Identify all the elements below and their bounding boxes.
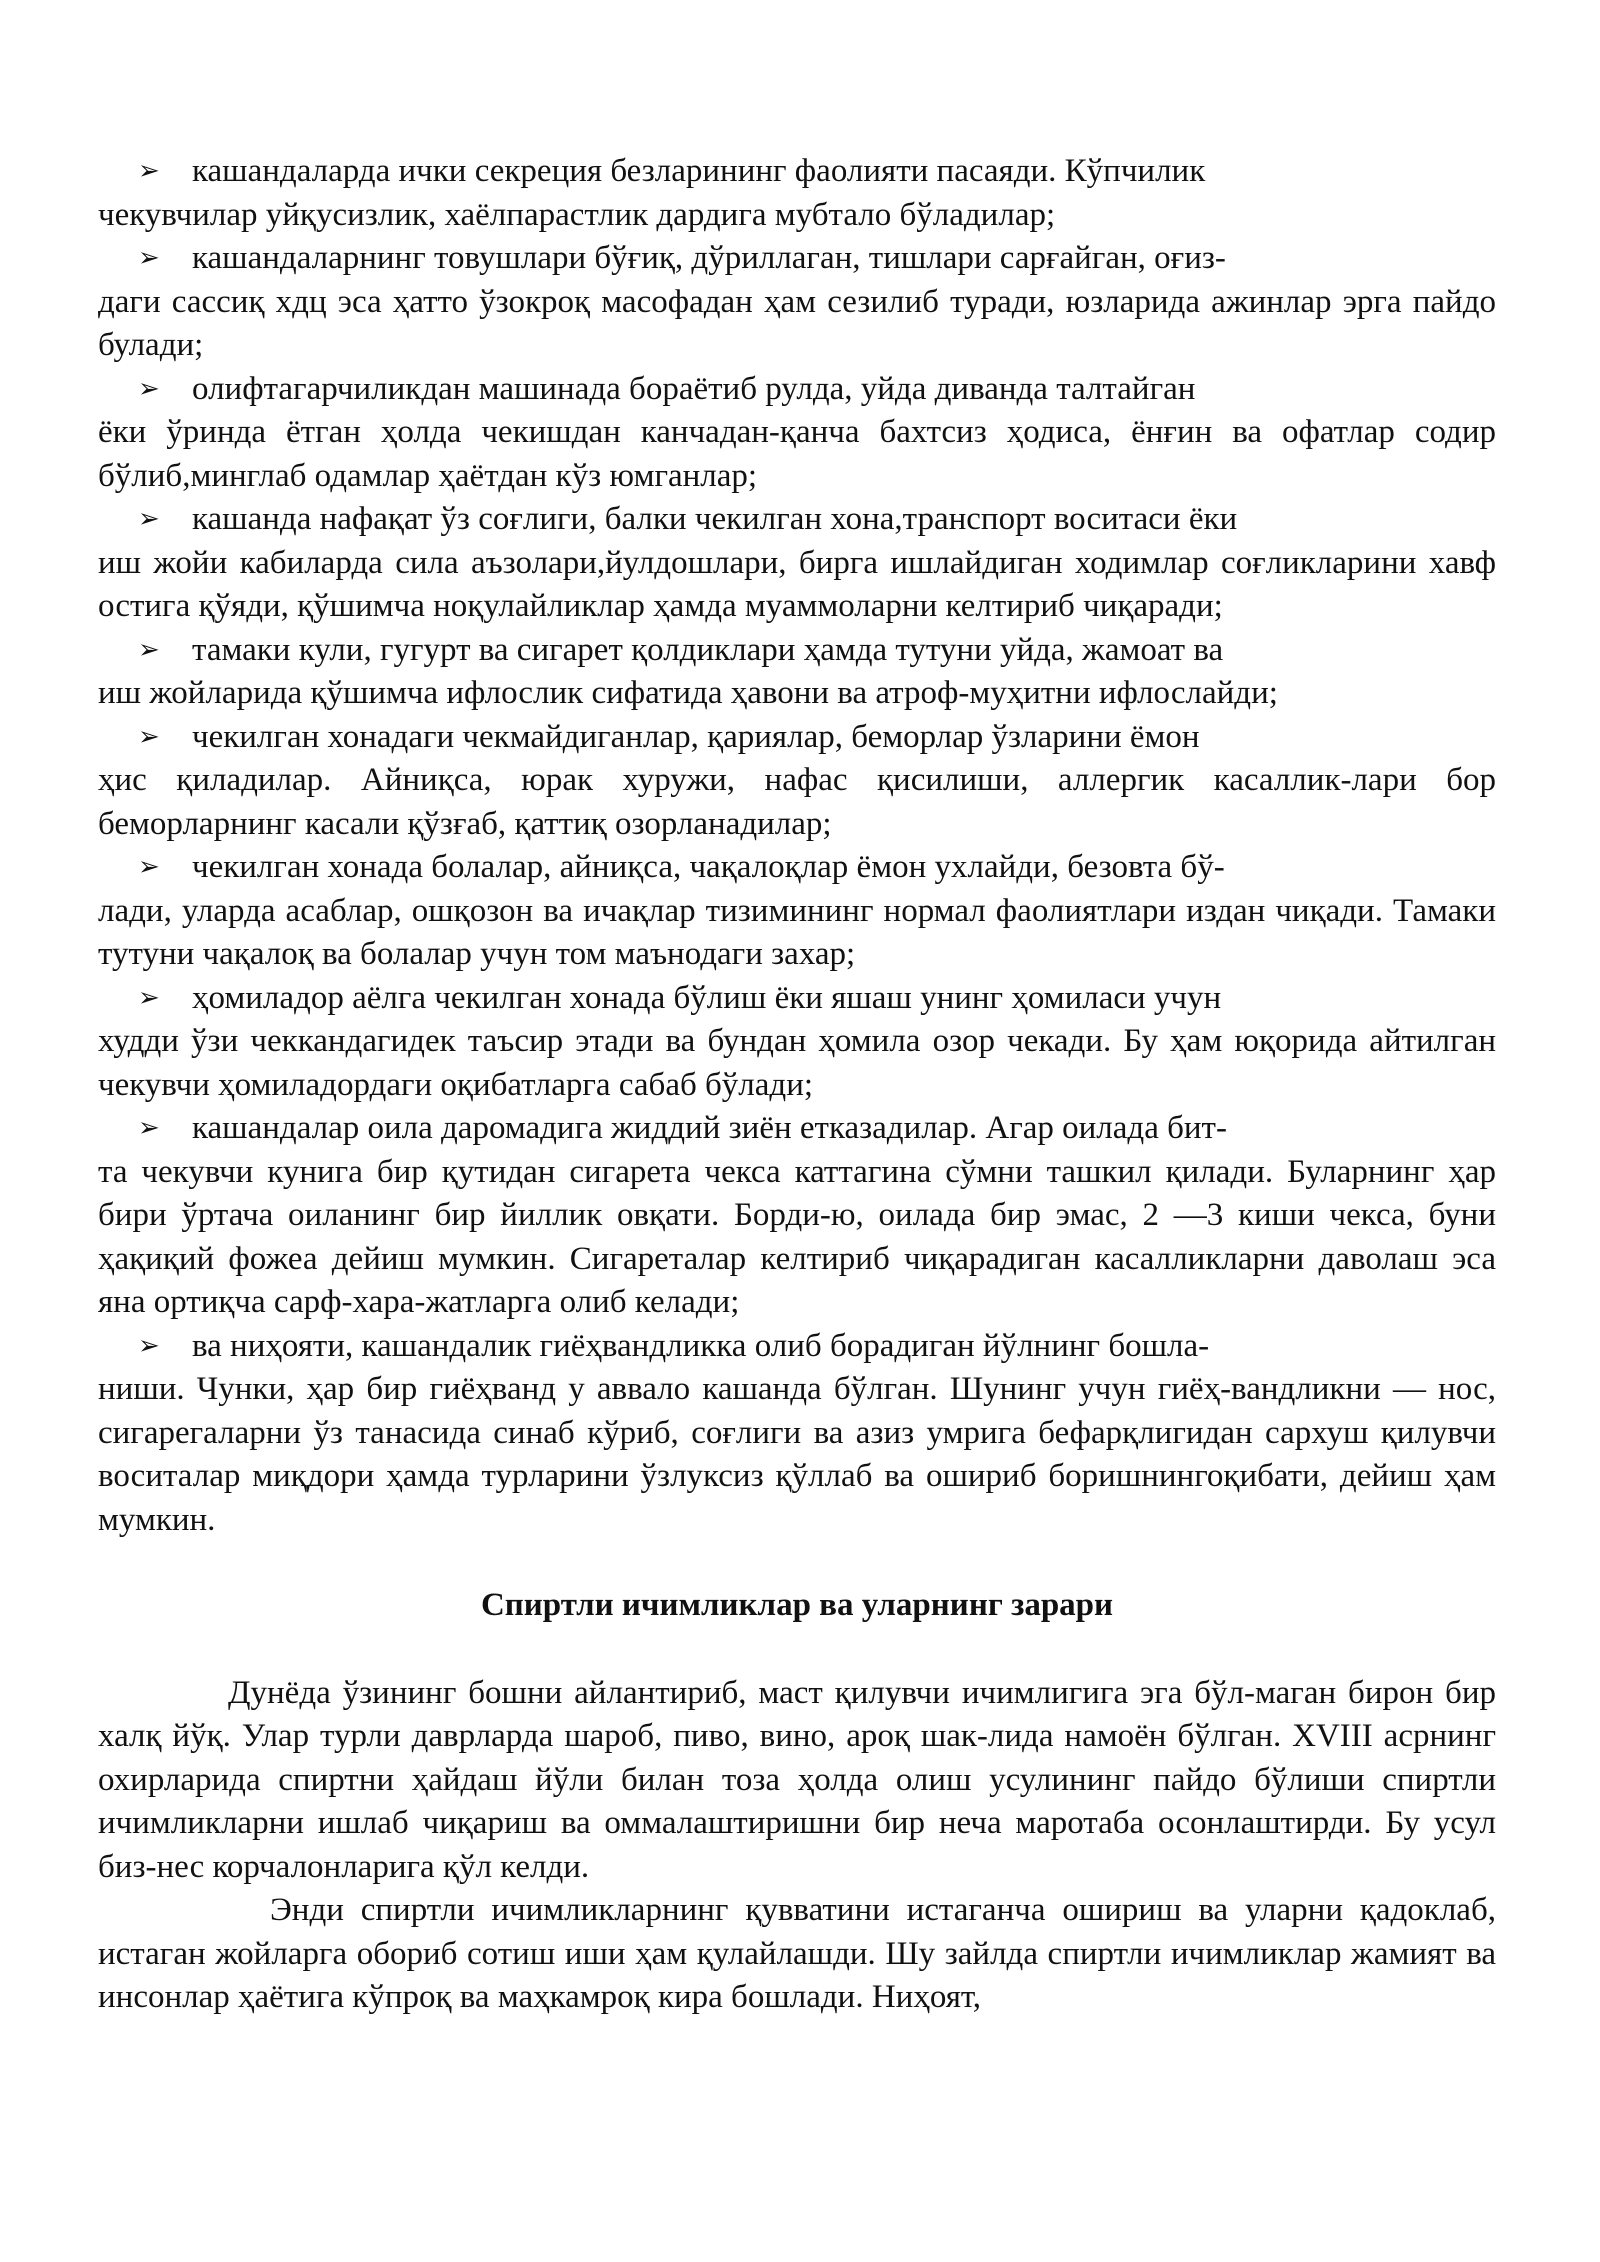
bullet-item	[98, 237, 1496, 368]
bullet-continuation: та чекувчи кунига бир қутидан сигарета чекса каттагина сўмни ташкил қилади. Буларнинг ҳар бири ўртача оиланинг бир йиллик овқати. Борди-ю, оилада бир эмас, 2 —3 киши чекса, буни ҳақиқий фожеа дейиш мумкин. Сигареталар келтириб чиқарадиган касалликларни даволаш эса яна ортиқча сарф-хара-жатларга олиб келади;	[98, 1153, 1496, 1320]
bullet-item	[98, 498, 1496, 629]
arrow-bullet-icon: ➢	[138, 1113, 160, 1143]
arrow-bullet-icon: ➢	[138, 634, 160, 665]
body-paragraph: Энди спиртли ичимликларнинг қувватини истаганча ошириш ва уларни қадоклаб, истаган жойларга обориб сотиш иши ҳам қулайлашди. Шу зайлда спиртли ичимликлар жамият ва инсонлар ҳаётига кўпроқ ва маҳкамроқ кира бошлади. Ниҳоят,	[98, 1892, 1496, 2015]
arrow-bullet-icon: ➢	[138, 373, 160, 404]
bullet-list	[98, 150, 1496, 1542]
bullet-item	[98, 977, 1496, 1108]
bullet-item	[98, 368, 1496, 499]
bullet-first-line: ҳомиладор аёлга чекилган хонада бўлиш ёки яшаш унинг ҳомиласи учун	[192, 979, 1222, 1016]
bullet-item	[98, 716, 1496, 847]
bullet-continuation: ниши. Чунки, ҳар бир гиёҳванд у аввало кашанда бўлган. Шунинг учун гиёҳ-вандликни — нос, сигарегаларни ўз танасида синаб кўриб, соғлиги ва азиз умрига бефарқлигидан сархуш қилувчи воситалар миқдори ҳамда турларини ўзлуксиз қўллаб ва ошириб боришнингоқибати, дейиш ҳам мумкин.	[98, 1371, 1496, 1538]
section-heading: Спиртли ичимликлар ва уларнинг зарари	[480, 1587, 1114, 1623]
bullet-first-line: кашандаларнинг товушлари бўғиқ, дўриллаган, тишлари сарғайган, оғиз-	[192, 240, 1226, 276]
bullet-continuation: худди ўзи чеккандагидек таъсир этади ва бундан ҳомила озор чекади. Бу ҳам юқорида айтилган чекувчи ҳомиладордаги оқибатларга сабаб бўлади;	[98, 1023, 1496, 1103]
body-paragraph: Дунёда ўзининг бошни айлантириб, маст қилувчи ичимлигига эга бўл-маган бирон бир халқ йўқ. Улар турли даврларда шароб, пиво, вино, ароқ шак-лида намоён бўлган. XVIII асрнинг охирларида спиртни ҳайдаш йўли билан тоза ҳолда олиш усулининг пайдо бўлиши спиртли ичимликларни ишлаб чиқариш ва оммалаштиришни бир неча маротаба осонлаштирди. Бу усул биз-нес корчалонларига қўл келди.	[98, 1674, 1496, 1885]
bullet-item	[98, 150, 1496, 237]
bullet-continuation: лади, уларда асаблар, ошқозон ва ичақлар тизимининг нормал фаолиятлари издан чиқади. Тамаки тутуни чақалоқ ва болалар учун том маънодаги захар;	[98, 892, 1496, 972]
bullet-continuation: иш жойи кабиларда сила аъзолари,йулдошлари, бирга ишлайдиган ходимлар соғликларини хавф остига қўяди, қўшимча ноқулайликлар ҳамда муаммоларни келтириб чиқаради;	[98, 544, 1496, 624]
bullet-item	[98, 846, 1496, 977]
bullet-continuation: даги сассиқ хдц эса ҳатто ўзокроқ масофадан ҳам сезилиб туради, юзларида ажинлар эрга пайдо булади;	[98, 283, 1496, 363]
bullet-continuation: иш жойларида қўшимча ифлослик сифатида ҳавони ва атроф-муҳитни ифлослайди;	[98, 675, 1278, 711]
bullet-first-line: кашандалар оила даромадига жиддий зиён етказадилар. Агар оилада бит-	[192, 1110, 1227, 1146]
arrow-bullet-icon: ➢	[138, 721, 160, 752]
bullet-first-line: чекилган хонада болалар, айниқса, чақалоқлар ёмон ухлайди, безовта бў-	[192, 849, 1225, 885]
arrow-bullet-icon: ➢	[138, 852, 160, 882]
arrow-bullet-icon: ➢	[138, 982, 160, 1013]
bullet-continuation: ёки ўринда ётган ҳолда чекишдан канчадан-қанча бахтсиз ҳодиса, ёнғин ва офатлар содир бўлиб,минглаб одамлар ҳаётдан кўз юмганлар;	[98, 414, 1496, 494]
bullet-first-line: кашанда нафақат ўз соғлиги, балки чекилган хона,транспорт воситаси ёки	[192, 501, 1238, 537]
arrow-bullet-icon: ➢	[138, 156, 160, 186]
bullet-first-line: тамаки кули, гугурт ва сигарет қолдиклари ҳамда тутуни уйда, жамоат ва	[192, 631, 1224, 668]
bullet-first-line: олифтагарчиликдан машинада бораётиб рулда, уйда диванда талтайган	[192, 370, 1196, 407]
bullet-item	[98, 1107, 1496, 1325]
bullet-continuation: ҳис қиладилар. Айниқса, юрак хуружи, нафас қисилиши, аллергик касаллик-лари бор беморларнинг касали қўзғаб, қаттиқ озорланадилар;	[98, 762, 1496, 842]
arrow-bullet-icon: ➢	[138, 1330, 160, 1361]
bullet-first-line: ва ниҳояти, кашандалик гиёҳвандликка олиб борадиган йўлнинг бошла-	[192, 1327, 1210, 1364]
bullet-first-line: кашандаларда ички секреция безларининг фаолияти пасаяди. Кўпчилик	[192, 153, 1206, 189]
arrow-bullet-icon: ➢	[138, 504, 160, 534]
bullet-first-line: чекилган хонадаги чекмайдиганлар, қариялар, беморлар ўзларини ёмон	[192, 718, 1200, 755]
bullet-continuation: чекувчилар уйқусизлик, хаёлпарастлик дардига мубтало бўладилар;	[98, 196, 1056, 233]
bullet-item	[98, 1325, 1496, 1543]
arrow-bullet-icon: ➢	[138, 243, 160, 273]
bullet-item	[98, 629, 1496, 716]
document-page	[98, 150, 1496, 2020]
